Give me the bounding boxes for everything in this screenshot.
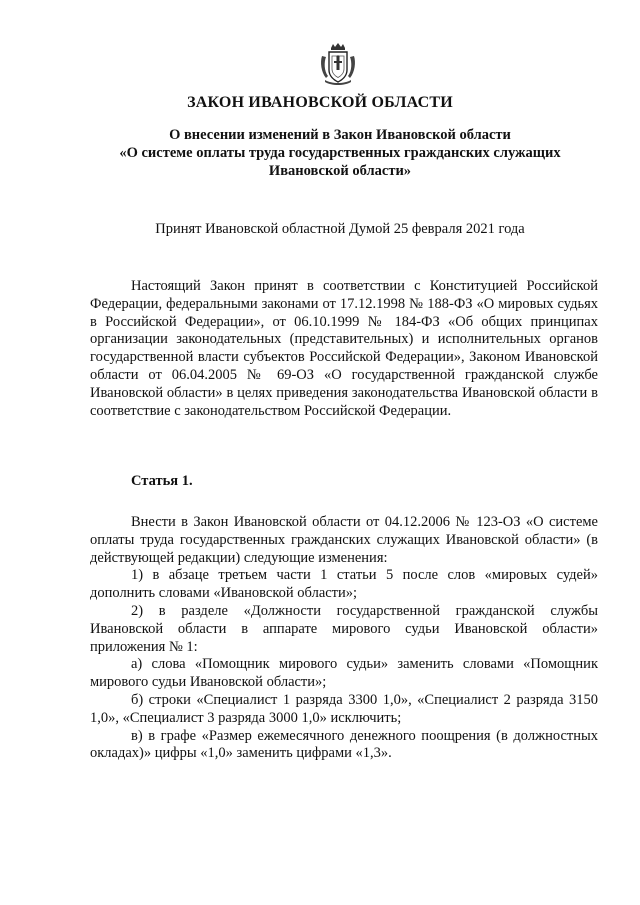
article-paragraph: в) в графе «Размер ежемесячного денежного поощрения (в должностных окладах)» цифры «1,0» заменить цифрами «1,3». — [90, 727, 598, 762]
article-paragraph: а) слова «Помощник мирового судьи» заменить словами «Помощник мирового судьи Ивановской области»; — [90, 656, 598, 691]
article-paragraph: Внести в Закон Ивановской области от 04.12.2006 № 123-ОЗ «О системе оплаты труда государственных гражданских служащих Ивановской области» (в действующей редакции) следующие изменения: — [90, 514, 598, 566]
subtitle-line: О внесении изменений в Закон Ивановской области — [169, 127, 511, 143]
coat-of-arms-icon — [318, 42, 358, 86]
law-subtitle — [90, 126, 590, 180]
article-heading: Статья 1. — [131, 473, 193, 489]
preamble — [90, 278, 598, 420]
subtitle-line: «О системе оплаты труда государственных гражданских служащих — [119, 145, 561, 161]
article-paragraph: 1) в абзаце третьем части 1 статьи 5 после слов «мировых судей» дополнить словами «Ивановской области»; — [90, 567, 598, 602]
article-paragraph: 2) в разделе «Должности государственной гражданской службы Ивановской области в аппарате мирового судьи Ивановской области» приложения № 1: — [90, 602, 598, 655]
law-title: ЗАКОН ИВАНОВСКОЙ ОБЛАСТИ — [187, 94, 453, 111]
adoption-statement: Принят Ивановской областной Думой 25 февраля 2021 года — [155, 221, 525, 237]
article-body — [90, 514, 598, 763]
article-paragraph: б) строки «Специалист 1 разряда 3300 1,0», «Специалист 2 разряда 3150 1,0», «Специалист 3 разряда 3000 1,0» исключить; — [90, 691, 598, 726]
preamble-paragraph: Настоящий Закон принят в соответствии с Конституцией Российской Федерации, федеральными законами от 17.12.1998 № 188-ФЗ «О мировых судьях в Российской Федерации», от 06.10.1999 № 184-ФЗ «Об общих принципах организации законодательных (представительных) и исполнительных органов государственной власти субъектов Российской Федерации», Законом Ивановской области от 06.04.2005 № 69-ОЗ «О государственной гражданской службе Ивановской области» в целях приведения законодательства Ивановской области в соответствие с законодательством Российской Федерации. — [90, 278, 598, 419]
subtitle-line: Ивановской области» — [268, 163, 412, 179]
